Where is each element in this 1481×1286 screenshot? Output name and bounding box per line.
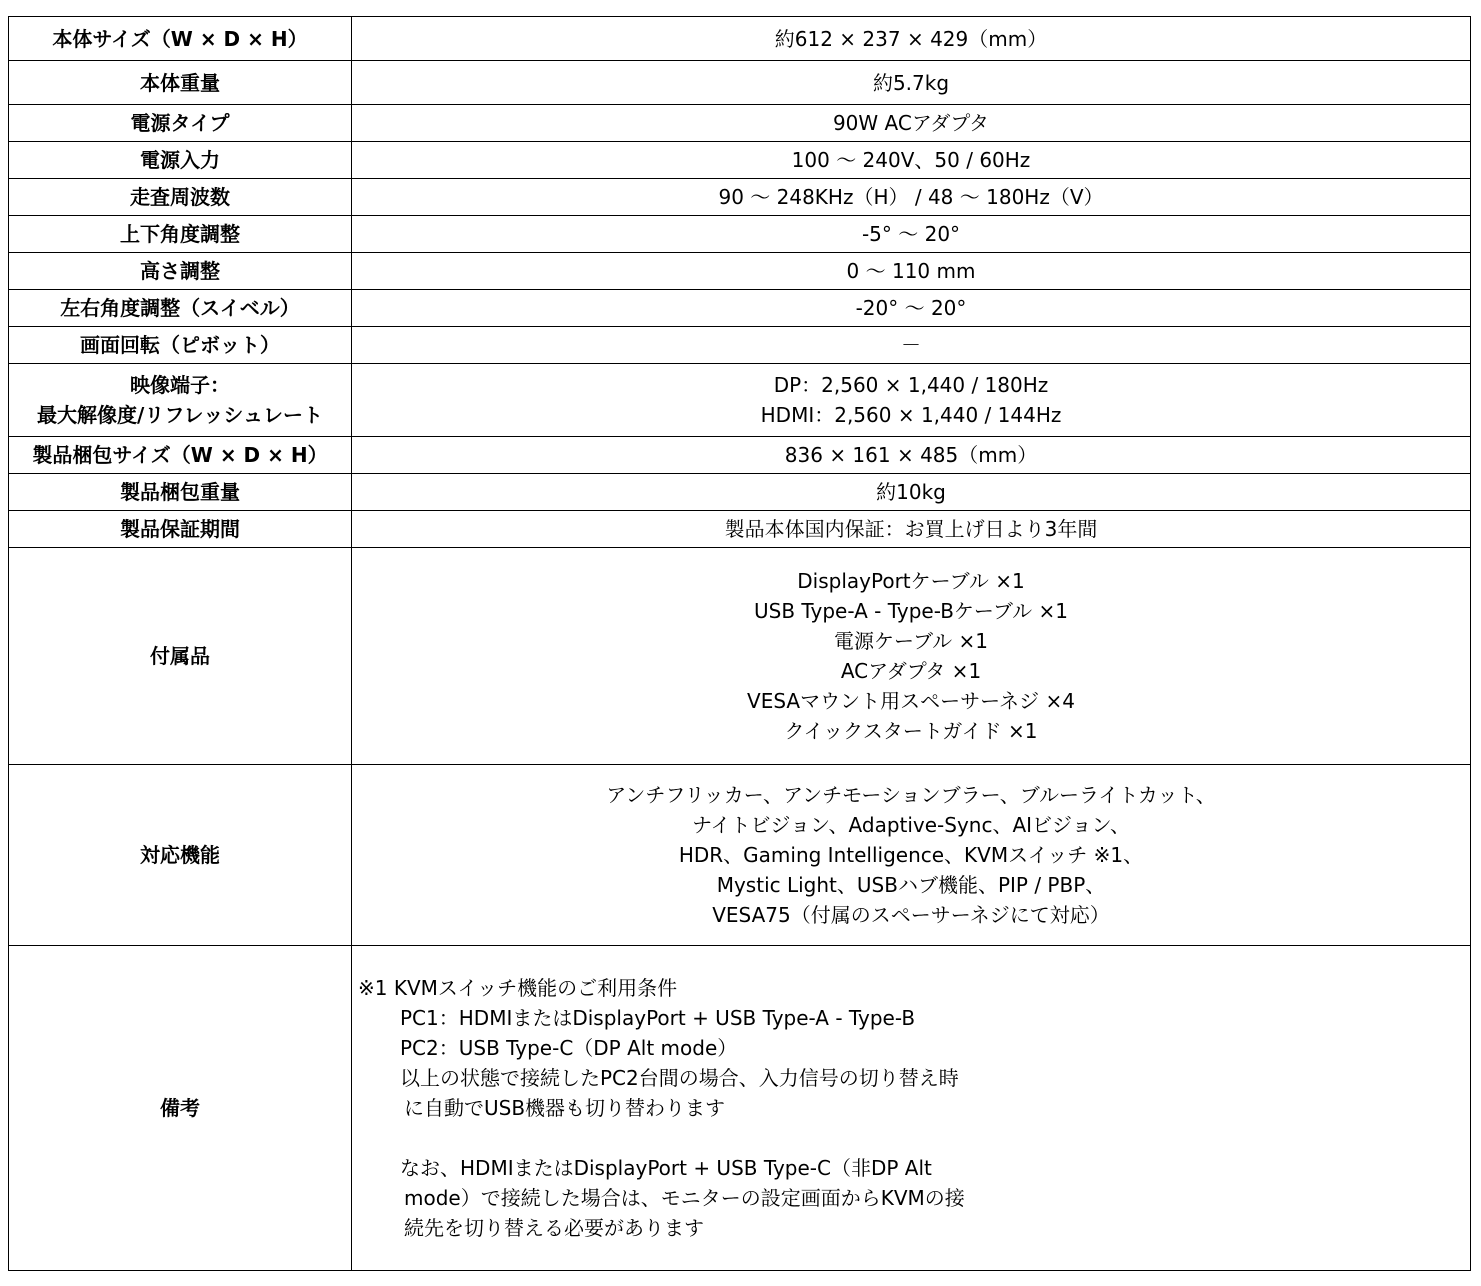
row-value: 製品本体国内保証：お買上げ日より3年間	[352, 511, 1471, 548]
row-label	[9, 364, 352, 437]
table-row	[9, 946, 1471, 1271]
value-line: アンチフリッカー、アンチモーションブラー、ブルーライトカット、	[606, 783, 1216, 807]
table-row	[9, 17, 1471, 61]
table-row	[9, 765, 1471, 946]
row-value: 90W ACアダプタ	[352, 105, 1471, 142]
notes-pc1: PC1：HDMIまたはDisplayPort + USB Type-A - Type-B	[400, 1006, 916, 1030]
row-value: -5° ～ 20°	[352, 216, 1471, 253]
table-row	[9, 216, 1471, 253]
value-line: VESA75（付属のスペーサーネジにて対応）	[712, 903, 1110, 927]
value-line: ACアダプタ ×1	[840, 659, 982, 683]
table-row	[9, 105, 1471, 142]
notes-pc2: PC2：USB Type-C（DP Alt mode）	[400, 1036, 738, 1060]
notes-para1-line: 以上の状態で接続したPC2台間の場合、入力信号の切り替え時	[400, 1066, 959, 1090]
label-line: 映像端子：	[130, 373, 230, 397]
row-label: 左右角度調整（スイベル）	[9, 290, 352, 327]
value-line: Mystic Light、USBハブ機能、PIP / PBP、	[716, 873, 1106, 897]
spec-table	[8, 16, 1471, 1271]
notes-para2-line: なお、HDMIまたはDisplayPort + USB Type-C（非DP Alt	[400, 1156, 932, 1180]
notes-para2-line: 続先を切り替える必要があります	[404, 1216, 704, 1240]
table-row	[9, 474, 1471, 511]
table-row	[9, 142, 1471, 179]
notes-title: ※1 KVMスイッチ機能のご利用条件	[358, 976, 678, 1000]
value-line: VESAマウント用スペーサーネジ ×4	[747, 689, 1075, 713]
table-row	[9, 511, 1471, 548]
row-value: 100 ～ 240V、50 / 60Hz	[352, 142, 1471, 179]
row-value	[352, 364, 1471, 437]
row-value: -20° ～ 20°	[352, 290, 1471, 327]
table-row	[9, 327, 1471, 364]
row-label: 画面回転（ピボット）	[9, 327, 352, 364]
row-label: 電源入力	[9, 142, 352, 179]
row-value: 約612 × 237 × 429（mm）	[352, 17, 1471, 61]
row-value: －	[352, 327, 1471, 364]
value-line: HDR、Gaming Intelligence、KVMスイッチ ※1、	[678, 843, 1144, 867]
table-row	[9, 364, 1471, 437]
table-row	[9, 290, 1471, 327]
value-line: HDMI：2,560 × 1,440 / 144Hz	[760, 403, 1062, 427]
row-label: 製品梱包サイズ（W × D × H）	[9, 437, 352, 474]
value-line: DP：2,560 × 1,440 / 180Hz	[773, 373, 1049, 397]
label-line: 最大解像度/リフレッシュレート	[37, 403, 323, 427]
notes-cell	[352, 946, 1471, 1271]
row-value	[352, 765, 1471, 946]
row-value: 約10kg	[352, 474, 1471, 511]
value-line: クイックスタートガイド ×1	[784, 719, 1038, 743]
row-label: 走査周波数	[9, 179, 352, 216]
row-label: 電源タイプ	[9, 105, 352, 142]
notes-para2-line: mode）で接続した場合は、モニターの設定画面からKVMの接	[404, 1186, 965, 1210]
value-line: USB Type-A - Type-Bケーブル ×1	[754, 599, 1068, 623]
row-label: 製品梱包重量	[9, 474, 352, 511]
value-line: DisplayPortケーブル ×1	[797, 569, 1025, 593]
row-label: 付属品	[9, 548, 352, 765]
row-label: 高さ調整	[9, 253, 352, 290]
row-label: 本体サイズ（W × D × H）	[9, 17, 352, 61]
table-row	[9, 61, 1471, 105]
row-value: 90 ～ 248KHz（H） / 48 ～ 180Hz（V）	[352, 179, 1471, 216]
row-label: 対応機能	[9, 765, 352, 946]
table-row	[9, 548, 1471, 765]
table-row	[9, 253, 1471, 290]
row-label: 本体重量	[9, 61, 352, 105]
value-line: 電源ケーブル ×1	[833, 629, 989, 653]
value-line: ナイトビジョン、Adaptive-Sync、AIビジョン、	[691, 813, 1131, 837]
row-value: 0 ～ 110 mm	[352, 253, 1471, 290]
table-row	[9, 437, 1471, 474]
row-value: 836 × 161 × 485（mm）	[352, 437, 1471, 474]
row-value	[352, 548, 1471, 765]
row-label: 製品保証期間	[9, 511, 352, 548]
table-row	[9, 179, 1471, 216]
row-label: 上下角度調整	[9, 216, 352, 253]
notes-para1-line: に自動でUSB機器も切り替わります	[404, 1096, 726, 1120]
row-label: 備考	[9, 946, 352, 1271]
notes-spacer	[358, 1123, 1460, 1153]
row-value: 約5.7kg	[352, 61, 1471, 105]
